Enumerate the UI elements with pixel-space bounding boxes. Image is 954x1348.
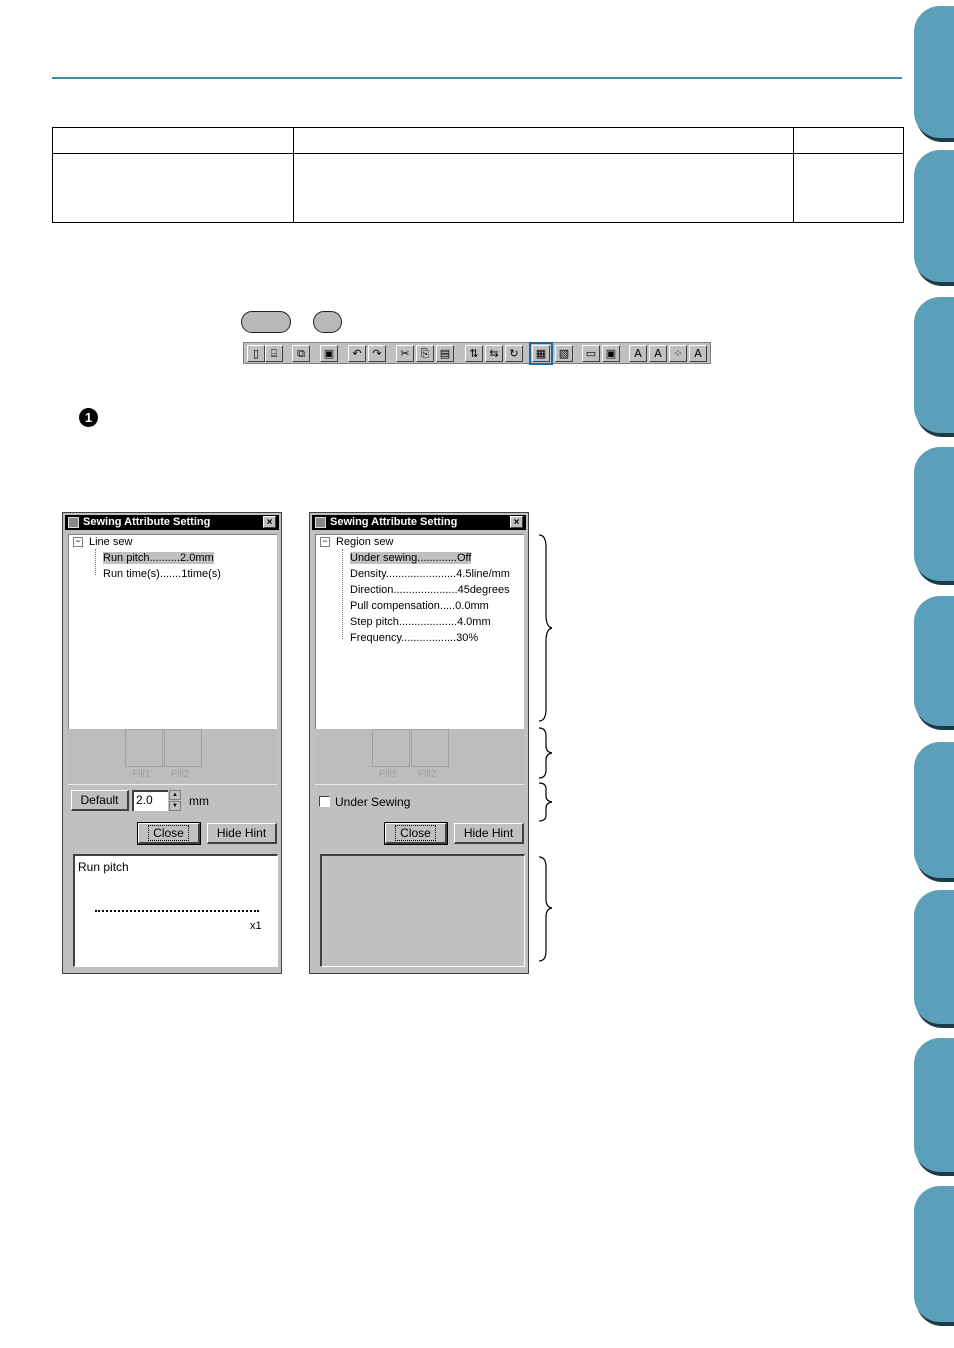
close-icon[interactable]: ×: [510, 516, 523, 528]
hint-multiplier: x1: [250, 920, 262, 932]
stamp-icon[interactable]: ⁘: [669, 345, 687, 362]
table-cell: [794, 154, 904, 223]
hide-hint-button[interactable]: Hide Hint: [207, 823, 277, 844]
dialog-title: Sewing Attribute Setting: [330, 516, 458, 528]
side-tab-7[interactable]: [914, 890, 954, 1024]
fill2-label: Fill2: [171, 769, 190, 780]
spec-table: [52, 127, 904, 223]
divider: [315, 784, 524, 785]
import-icon[interactable]: ⧉: [292, 345, 310, 362]
fill1-box[interactable]: [372, 729, 410, 767]
table-header-row: [53, 128, 904, 154]
close-icon[interactable]: ×: [263, 516, 276, 528]
app-icon: [315, 517, 326, 528]
tree-item-frequency[interactable]: Frequency..................30%: [350, 632, 479, 644]
fill2-label: Fill2: [418, 769, 437, 780]
menu-item-pill: [313, 311, 342, 333]
fill-preview-area: [68, 729, 277, 783]
tree-item-under-sewing[interactable]: Under sewing.............Off: [350, 552, 472, 564]
spin-up-icon[interactable]: ▲: [169, 790, 181, 800]
hint-title: Run pitch: [78, 860, 129, 874]
under-sewing-checkbox[interactable]: [319, 796, 330, 807]
mirror-horizontal-icon[interactable]: ⇆: [485, 345, 503, 362]
tree-item-pull-compensation[interactable]: Pull compensation.....0.0mm: [350, 600, 489, 612]
text-icon[interactable]: A: [629, 345, 647, 362]
dialog-titlebar: [65, 515, 279, 530]
fill-preview-area: [315, 729, 524, 783]
new-icon[interactable]: ▯: [247, 345, 265, 362]
sewing-attribute-dialog-region: [309, 512, 529, 974]
mirror-vertical-icon[interactable]: ⇅: [465, 345, 483, 362]
step-marker: 1: [79, 408, 98, 427]
fill2-box[interactable]: [411, 729, 449, 767]
table-cell: [294, 128, 794, 154]
menu-key-pill: [241, 311, 291, 333]
spin-value: 2.0: [136, 793, 153, 807]
unit-label: mm: [189, 794, 209, 808]
sewing-attribute-icon[interactable]: ▦: [532, 345, 550, 362]
open-icon[interactable]: ⌸: [265, 345, 283, 362]
attribute-tree[interactable]: [315, 534, 524, 729]
table-cell: [53, 128, 294, 154]
tree-root[interactable]: [320, 536, 393, 548]
tree-connector: [95, 549, 96, 575]
table-cell: [794, 128, 904, 154]
tree-root-label: Region sew: [336, 536, 394, 548]
attribute-tree[interactable]: [68, 534, 277, 729]
side-tab-2[interactable]: [914, 150, 954, 282]
close-button-label: Close: [395, 825, 436, 841]
tree-item-density[interactable]: Density.......................4.5line/mm: [350, 568, 510, 580]
callout-brace-settings: [537, 781, 553, 823]
callout-brace-tree: [537, 533, 553, 723]
fill2-box[interactable]: [164, 729, 202, 767]
side-tab-1[interactable]: [914, 6, 954, 138]
side-tab-9[interactable]: [914, 1186, 954, 1322]
copy-icon[interactable]: ⎘: [416, 345, 434, 362]
dialog-title: Sewing Attribute Setting: [83, 516, 211, 528]
callout-brace-fill: [537, 726, 553, 780]
side-tab-3[interactable]: [914, 297, 954, 433]
collapse-icon[interactable]: −: [73, 537, 83, 547]
table-row: [53, 154, 904, 223]
side-tab-4[interactable]: [914, 447, 954, 581]
paste-icon[interactable]: ▤: [436, 345, 454, 362]
toolbar: [243, 342, 711, 364]
close-button[interactable]: [138, 823, 200, 844]
header-rule: [52, 77, 902, 79]
hide-hint-button[interactable]: Hide Hint: [454, 823, 524, 844]
tree-item-run-times[interactable]: Run time(s).......1time(s): [103, 568, 221, 580]
undo-icon[interactable]: ↶: [348, 345, 366, 362]
fill1-label: Fill1: [379, 769, 398, 780]
tree-item-direction[interactable]: Direction.....................45degrees: [350, 584, 510, 596]
tree-root[interactable]: [73, 536, 132, 548]
auto-convert-icon[interactable]: A: [689, 345, 707, 362]
divider: [68, 784, 277, 785]
side-tab-6[interactable]: [914, 742, 954, 878]
hint-panel: [320, 854, 525, 967]
side-tab-5[interactable]: [914, 596, 954, 726]
app-icon: [68, 517, 79, 528]
close-button-label: Close: [148, 825, 189, 841]
redo-icon[interactable]: ↷: [368, 345, 386, 362]
spin-down-icon[interactable]: ▼: [169, 801, 181, 811]
fill1-label: Fill1: [132, 769, 151, 780]
table-cell: [53, 154, 294, 223]
save-icon[interactable]: ▣: [320, 345, 338, 362]
table-cell: [294, 154, 794, 223]
close-button[interactable]: [385, 823, 447, 844]
tree-item-run-pitch[interactable]: Run pitch..........2.0mm: [103, 552, 214, 564]
dialog-titlebar: [312, 515, 526, 530]
sewing-order-icon[interactable]: ▧: [555, 345, 573, 362]
fill1-box[interactable]: [125, 729, 163, 767]
tree-item-step-pitch[interactable]: Step pitch...................4.0mm: [350, 616, 491, 628]
rotate-icon[interactable]: ↻: [505, 345, 523, 362]
text-fit-icon[interactable]: A: [649, 345, 667, 362]
cut-icon[interactable]: ✂: [396, 345, 414, 362]
preview-icon[interactable]: ▭: [582, 345, 600, 362]
tree-root-label: Line sew: [89, 536, 133, 548]
callout-brace-hint: [537, 855, 553, 963]
hint-panel: [73, 854, 278, 967]
run-stitch-line: [95, 910, 259, 912]
side-tab-8[interactable]: [914, 1038, 954, 1172]
tree-connector: [342, 549, 343, 639]
realistic-preview-icon[interactable]: ▣: [602, 345, 620, 362]
sewing-attribute-dialog-line: [62, 512, 282, 974]
default-button[interactable]: Default: [71, 790, 129, 811]
run-pitch-spin-input[interactable]: [132, 790, 168, 811]
collapse-icon[interactable]: −: [320, 537, 330, 547]
under-sewing-label: Under Sewing: [335, 795, 411, 809]
